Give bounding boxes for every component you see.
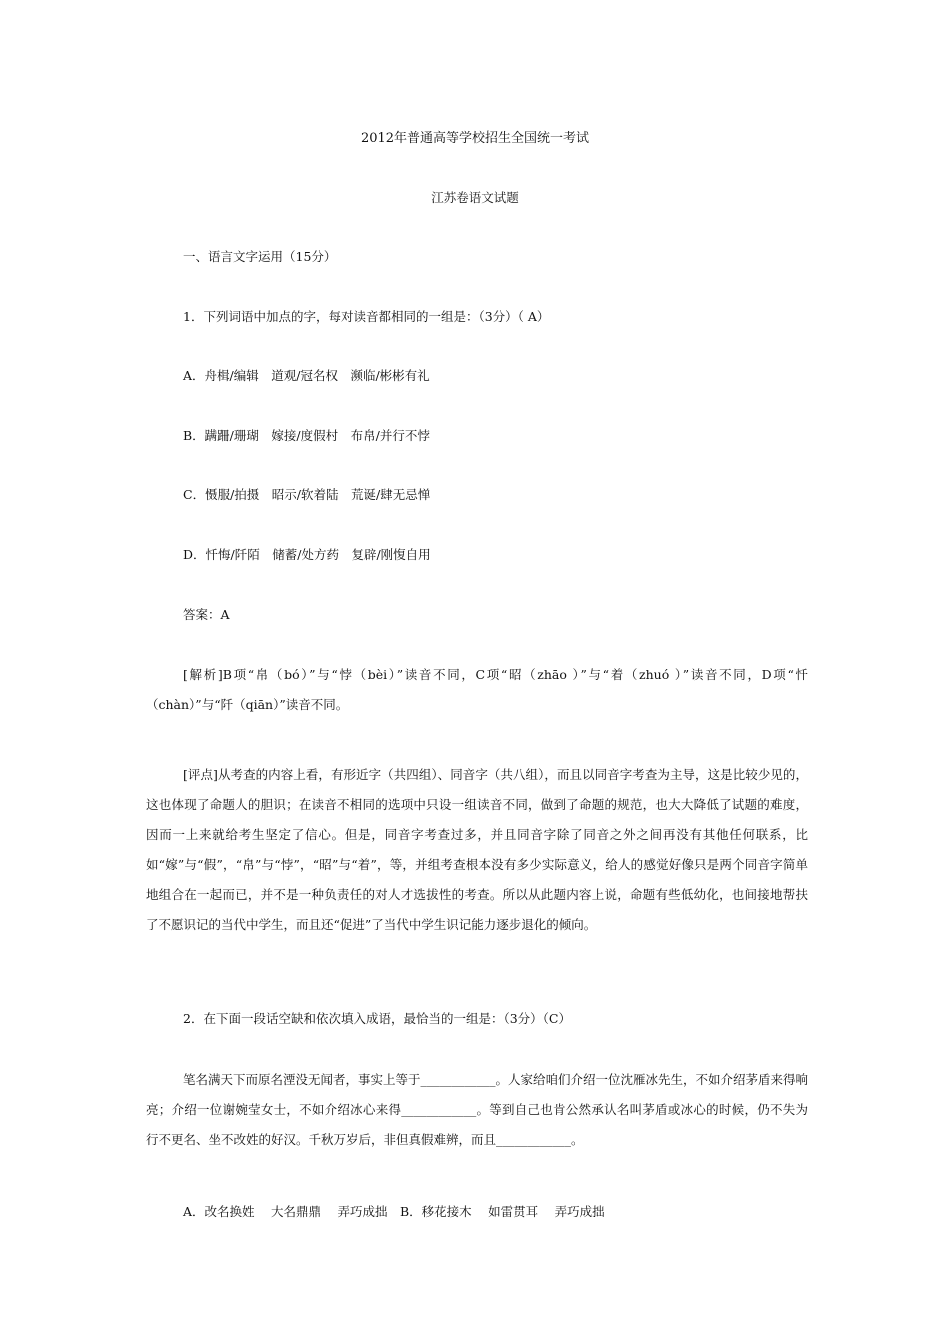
question-1-stem: 1．下列词语中加点的字，每对读音都相同的一组是：（3分）（ A） [183,309,550,324]
question-1-option-d: D．忏悔/阡陌 储蓄/处方药 复辟/刚愎自用 [183,547,431,562]
question-2-stem: 2．在下面一段话空缺和依次填入成语，最恰当的一组是：（3分）（C） [183,1011,571,1026]
question-1-comment: [评点]从考查的内容上看，有形近字（共四组）、同音字（共八组），而且以同音字考查为主导，这是比较少见的，这也体现了命题人的胆识；在读音不相同的选项中只设一组读音不同，做到了命题的规范，也大大降低了试题的难度，因而一上来就给考生坚定了信心。但是，同音字考查过多，并且同音字除了同音之外之间再没有其他任何联系，比如“嫁”与“假”，“帛”与“悖”，“昭”与“着”，等，并组考查根本没有多少实际意义，给人的感觉好像只是两个同音字简单地组合在一起而已，并不是一种负责任的对人才选拔性的考查。所以从此题内容上说，命题有些低幼化，也间接地帮扶了不愿识记的当代中学生，而且还“促进”了当代中学生识记能力逐步退化的倾向。 [146,767,808,932]
question-1-analysis: [解析]B项“帛（bó）”与“悖（bèi）”读音不同，C项“昭（zhāo ）”与“着（zhuó ）”读音不同，D项“忏（chàn）”与“阡（qiān）”读音不同。 [146,667,808,712]
question-1-option-c: C．慑服/拍摄 昭示/软着陆 荒诞/肆无忌惮 [183,487,431,502]
exam-subtitle: 江苏卷语文试题 [431,190,519,205]
question-1-option-a: A．舟楫/编辑 道观/冠名权 濒临/彬彬有礼 [183,368,430,383]
question-2-passage: 笔名满天下而原名湮没无闻者，事实上等于____________。人家给咱们介绍一位沈雁冰先生，不如介绍茅盾来得响亮；介绍一位谢婉莹女士，不如介绍冰心来得____________。等到自己也肯公然承认名叫茅盾或冰心的时候，仍不失为行不更名、坐不改姓的好汉。千秋万岁后，非但真假难辨，而且____________。 [146,1072,809,1147]
question-1-answer: 答案：A [183,607,230,622]
section-heading: 一、语言文字运用（15分） [183,249,337,264]
exam-title: 2012年普通高等学校招生全国统一考试 [360,131,590,146]
question-1-option-b: B．蹒跚/珊瑚 嫁接/度假村 布帛/并行不悖 [183,428,430,443]
question-2-options: A．改名换姓 大名鼎鼎 弄巧成拙 B．移花接木 如雷贯耳 弄巧成拙 [183,1204,605,1219]
